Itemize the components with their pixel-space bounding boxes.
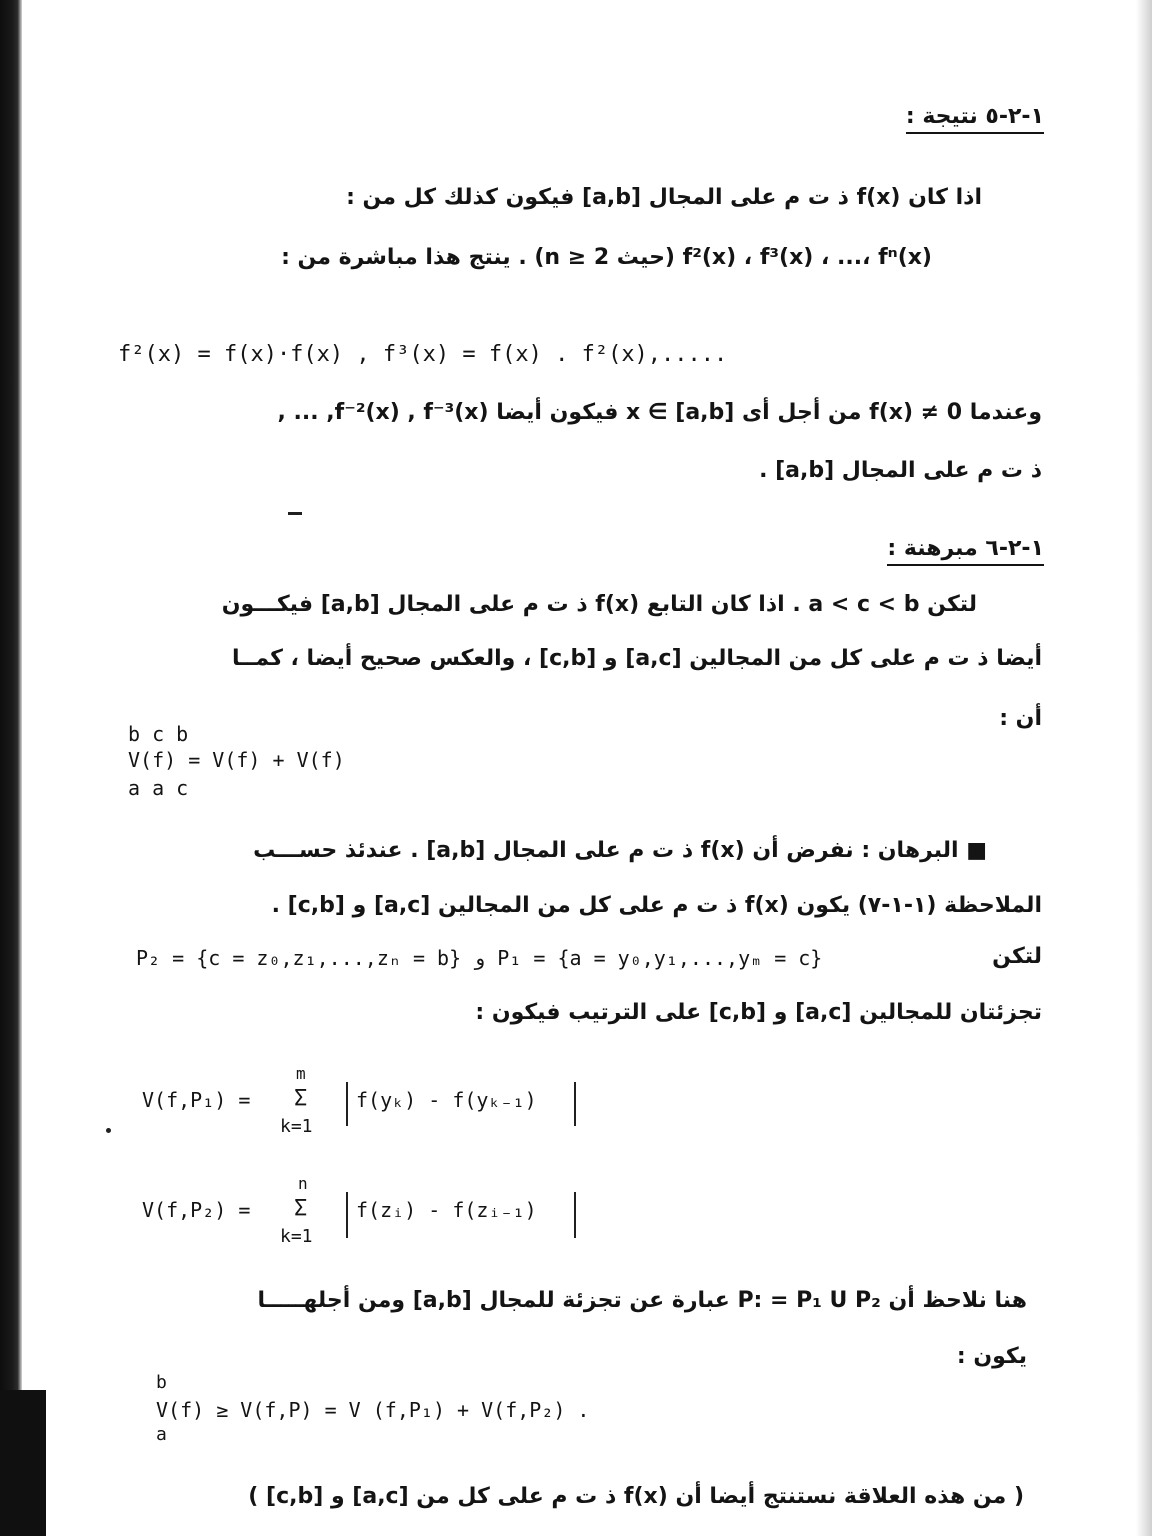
sum2-term: f(zᵢ) - f(zᵢ₋₁) bbox=[356, 1198, 537, 1222]
inequality-upper-limit: b bbox=[156, 1372, 167, 1393]
theorem-line-2: أيضا ذ ت م على كل من المجالين [a,c] و [c,b] ، والعكس صحيح أيضا ، كمــا bbox=[232, 646, 1042, 671]
stray-dot bbox=[106, 1128, 111, 1133]
sum2-lhs: V(f,P₂) = bbox=[142, 1198, 251, 1222]
stray-mark bbox=[288, 512, 302, 515]
abs-bar-left bbox=[346, 1082, 348, 1126]
sum1-sigma: Σ bbox=[294, 1086, 308, 1111]
power-identity-equation: f²(x) = f(x)·f(x) , f³(x) = f(x) . f²(x),..... bbox=[118, 342, 728, 367]
theorem-line-1: لتكن a < c < b . اذا كان التابع f(x) ذ ت م على المجال [a,b] فيكـــون bbox=[221, 592, 977, 617]
theorem-heading: ١-٢-٦ مبرهنة : bbox=[887, 536, 1044, 566]
sum1-term: f(yₖ) - f(yₖ₋₁) bbox=[356, 1088, 537, 1112]
scan-right-edge bbox=[1136, 0, 1152, 1536]
inverse-power-line-1: وعندما f(x) ≠ 0 من أجل أى x ∈ [a,b] فيكون أيضا f⁻²(x) , f⁻³(x), ... , bbox=[277, 400, 1042, 425]
proof-line-1: ■ البرهان : نفرض أن f(x) ذ ت م على المجال [a,b] . عندئذ حســـب bbox=[253, 838, 987, 863]
inverse-power-line-2: ذ ت م على المجال [a,b] . bbox=[759, 458, 1042, 483]
result-line-2: f²(x) ، f³(x) ، ...، fⁿ(x) (حيث n ≥ 2) . ينتج هذا مباشرة من : bbox=[281, 245, 932, 270]
abs-bar-left bbox=[346, 1192, 348, 1238]
union-partition-line: هنا نلاحظ أن P: = P₁ U P₂ عبارة عن تجزئة للمجال [a,b] ومن أجلهـــــا bbox=[257, 1288, 1027, 1313]
partitions-definition: P₂ = {c = z₀,z₁,...,zₙ = b} و P₁ = {a = y₀,y₁,...,yₘ = c} bbox=[136, 946, 823, 970]
union-partition-line-2: يكون : bbox=[956, 1344, 1027, 1369]
variation-inequality: V(f) ≥ V(f,P) = V (f,P₁) + V(f,P₂) . bbox=[156, 1398, 590, 1422]
proof-line-2: الملاحظة (١-١-٧) يكون f(x) ذ ت م على كل من المجالين [a,c] و [c,b] . bbox=[271, 893, 1042, 918]
abs-bar-right bbox=[574, 1082, 576, 1126]
theorem-equation-upper-limits: b c b bbox=[128, 722, 189, 746]
conclusion-line: ( من هذه العلاقة نستنتج أيضا أن f(x) ذ ت م على كل من [a,c] و [c,b] ) bbox=[248, 1484, 1024, 1509]
theorem-equation-lower-limits: a a c bbox=[128, 776, 189, 800]
scan-left-edge-shadow bbox=[0, 1390, 46, 1536]
theorem-equation: V(f) = V(f) + V(f) bbox=[128, 748, 345, 772]
sum2-sigma: Σ bbox=[294, 1196, 308, 1221]
sum1-lhs: V(f,P₁) = bbox=[142, 1088, 251, 1112]
theorem-line-3: أن : bbox=[999, 706, 1042, 731]
sum2-lower-limit: k=1 bbox=[280, 1226, 313, 1247]
sum1-upper-limit: m bbox=[296, 1064, 306, 1083]
sum2-upper-limit: n bbox=[298, 1174, 308, 1193]
scan-left-edge bbox=[0, 0, 22, 1536]
inequality-lower-limit: a bbox=[156, 1424, 167, 1445]
proof-line-4: تجزئتان للمجالين [a,c] و [c,b] على الترتيب فيكون : bbox=[475, 1000, 1042, 1025]
sum1-lower-limit: k=1 bbox=[280, 1116, 313, 1137]
abs-bar-right bbox=[574, 1192, 576, 1238]
result-heading: ١-٢-٥ نتيجة : bbox=[906, 104, 1044, 134]
result-line-1: اذا كان f(x) ذ ت م على المجال [a,b] فيكون كذلك كل من : bbox=[346, 185, 982, 210]
proof-line-3-label: لتكن bbox=[992, 944, 1042, 969]
